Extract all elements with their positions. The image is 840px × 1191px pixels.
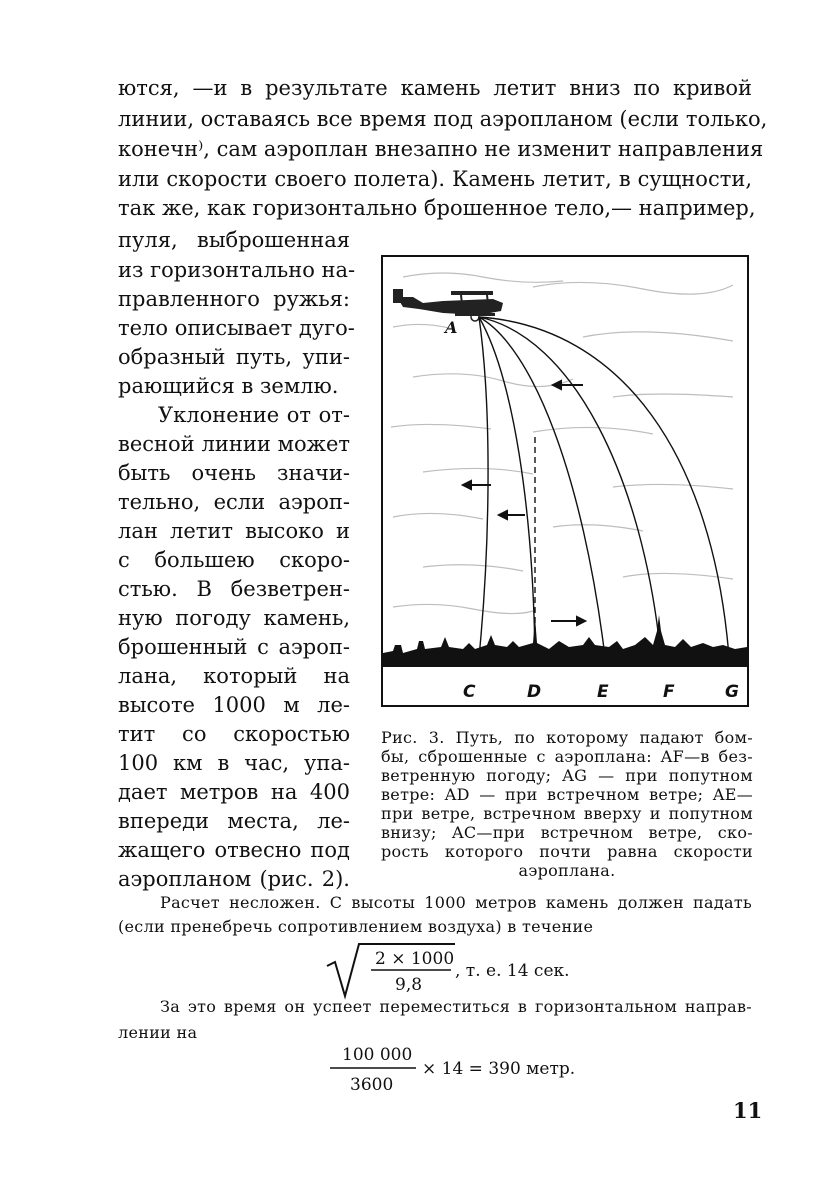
side-text-line: стью. В безветрен- <box>118 577 350 601</box>
side-text-line: дает метров на 400 <box>118 780 350 804</box>
formula-sqrt <box>325 940 585 1000</box>
side-text-line: быть очень значи- <box>118 461 350 485</box>
town-skyline <box>383 615 747 667</box>
trajectory-ac <box>479 317 488 657</box>
text-line: линии, оставаясь все время под аэропланом (если только, <box>118 107 768 131</box>
side-text-line: жащего отвесно под <box>118 838 350 862</box>
side-text-line: высоте 1000 м ле- <box>118 693 350 717</box>
page-number: 11 <box>733 1098 763 1123</box>
caption-line: ветренную погоду; AG — при попутном <box>381 766 753 785</box>
side-text-line: 100 км в час, упа- <box>118 751 350 775</box>
calc-line: (если пренебречь сопротивлением воздуха) в течение <box>118 917 594 936</box>
trajectory-af <box>479 317 661 657</box>
side-text-line: из горизонтально на- <box>118 258 356 282</box>
trajectories <box>479 317 729 657</box>
figure-drawing <box>383 257 747 705</box>
caption-line: Рис. 3. Путь, по которому падают бом- <box>381 728 753 747</box>
airplane-icon <box>393 289 503 321</box>
side-text-line: пуля, выброшенная <box>118 228 350 252</box>
formula-sqrt-numerator: 2 × 1000 <box>375 949 455 969</box>
formula-sqrt-denominator: 9,8 <box>395 975 423 995</box>
ground-label-d: D <box>527 682 542 702</box>
text-line: или скорости своего полета). Камень летит, в сущности, <box>118 167 752 191</box>
formula-distance <box>320 1038 620 1098</box>
trajectory-ag <box>479 317 729 657</box>
side-text-line: тельно, если аэроп- <box>118 490 350 514</box>
caption-line: рость которого почти равна скорости <box>381 842 753 861</box>
trajectory-ae <box>479 317 605 657</box>
caption-line: аэроплана. <box>518 861 616 880</box>
calc-line: Расчет несложен. С высоты 1000 метров камень должен падать <box>160 893 752 912</box>
calc-line: лении на <box>118 1023 198 1042</box>
formula-sqrt-drawing <box>325 940 585 1000</box>
bomb-trajectory-figure <box>381 255 749 707</box>
side-text-line: с большею скоро- <box>118 548 350 572</box>
calc-line: За это время он успеет переместиться в горизонтальном направ- <box>160 997 752 1016</box>
ground-label-f: F <box>663 682 675 702</box>
ground-label-g: G <box>725 682 739 702</box>
ground-label-e: E <box>597 682 609 702</box>
text-line: так же, как горизонтально брошенное тело,— например, <box>118 196 756 220</box>
side-text-line: впереди места, ле- <box>118 809 350 833</box>
formula-sqrt-result: , т. е. 14 сек. <box>455 961 570 981</box>
side-text-line: лан летит высоко и <box>118 519 350 543</box>
side-text-line: рающийся в землю. <box>118 374 339 398</box>
caption-line: внизу; AC—при встречном ветре, ско- <box>381 823 753 842</box>
formula-distance-numerator: 100 000 <box>342 1045 413 1065</box>
side-text-line: тит со скоростью <box>118 722 350 746</box>
caption-line: при ветре, встречном вверху и попутном <box>381 804 753 823</box>
text-line: ются, —и в результате камень летит вниз по кривой <box>118 76 752 100</box>
side-text-line: лана, который на <box>118 664 350 688</box>
formula-distance-result: × 14 = 390 метр. <box>422 1059 576 1079</box>
formula-distance-denominator: 3600 <box>350 1075 394 1095</box>
side-text-line: весной линии может <box>118 432 350 456</box>
figure-caption <box>381 728 753 880</box>
side-text-line: Уклонение от от- <box>158 403 350 427</box>
formula-distance-drawing <box>320 1038 620 1098</box>
side-text-line: тело описывает дуго- <box>118 316 355 340</box>
caption-line: ветре: AD — при встречном ветре; AE— <box>381 785 753 804</box>
side-text-line: аэропланом (рис. 2). <box>118 867 350 891</box>
ground-label-c: C <box>463 682 476 702</box>
side-text-line: ную погоду камень, <box>118 606 350 630</box>
text-line: конечн⁾, сам аэроплан внезапно не изменит направления <box>118 137 764 161</box>
point-a-label: A <box>445 318 458 337</box>
side-text-line: правленного ружья: <box>118 287 350 311</box>
side-text-line: образный путь, упи- <box>118 345 350 369</box>
wind-arrows <box>463 381 585 625</box>
caption-line: бы, сброшенные с аэроплана: AF—в без- <box>381 747 753 766</box>
side-text-line: брошенный с аэроп- <box>118 635 350 659</box>
clouds <box>391 273 733 614</box>
